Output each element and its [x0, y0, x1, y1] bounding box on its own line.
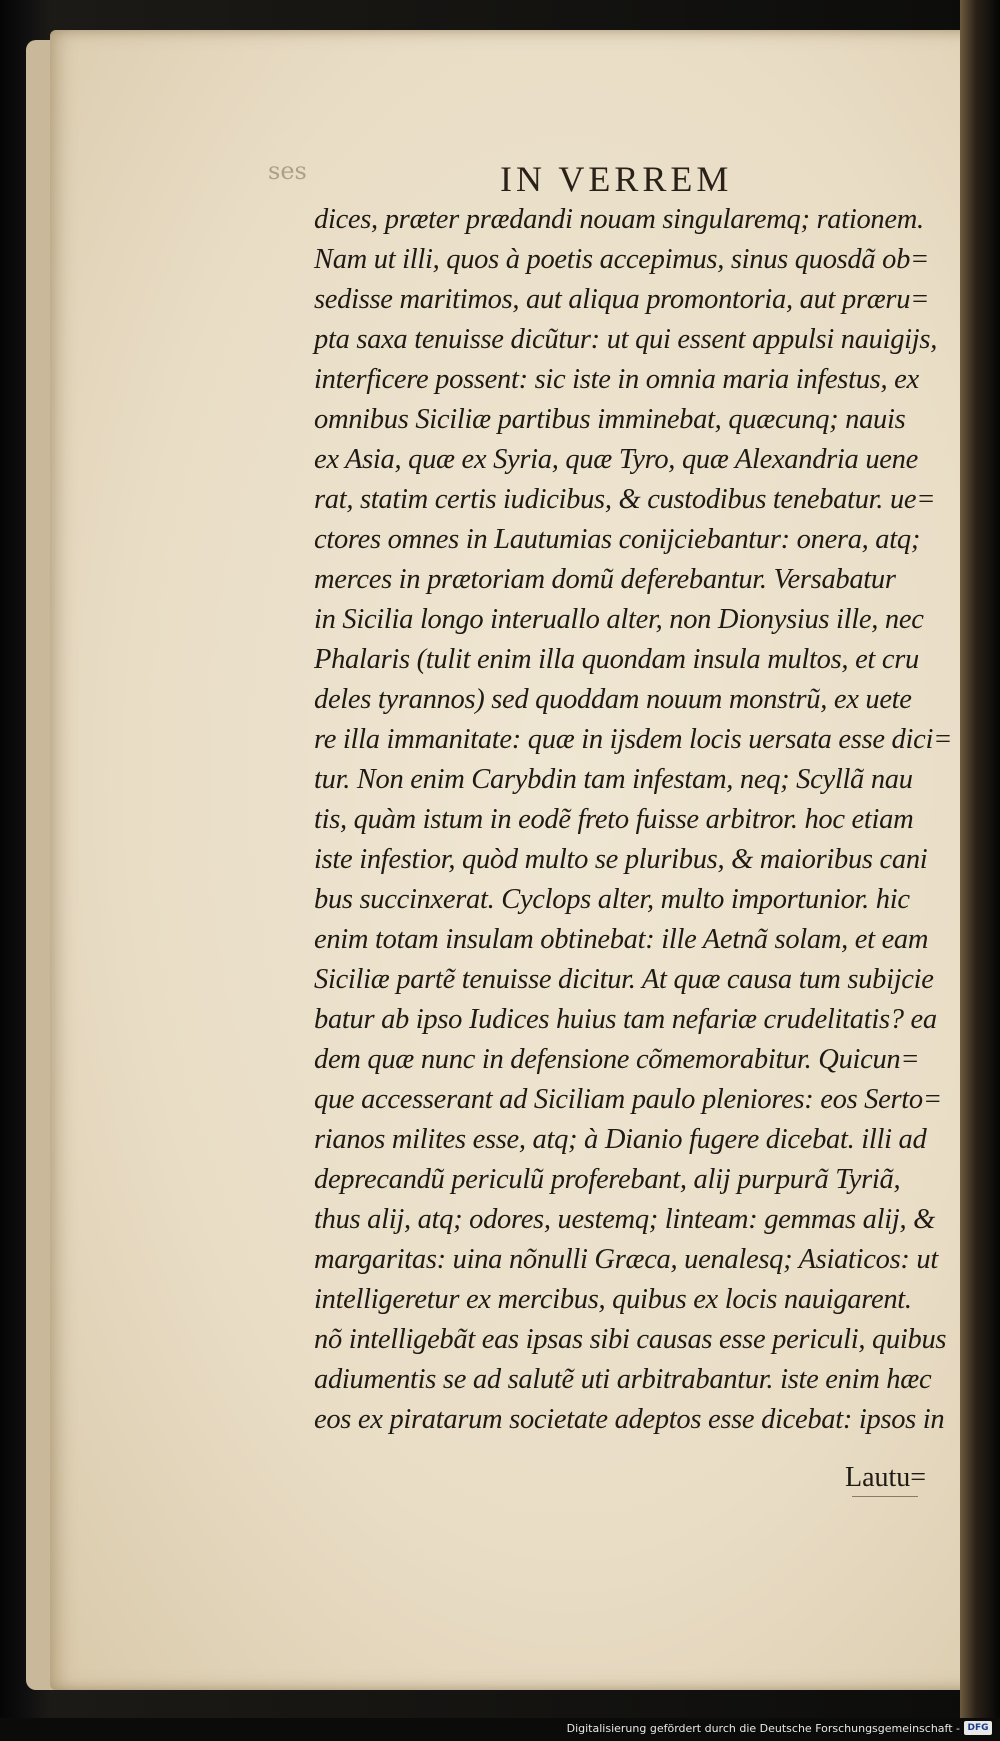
text-line: pta saxa tenuisse dicũtur: ut qui essent appulsi nauigijs, [314, 324, 938, 355]
dfg-logo-icon: DFG [964, 1721, 992, 1735]
text-line: Phalaris (tulit enim illa quondam insula multos, et cru [314, 644, 919, 675]
text-line: rat, statim certis iudicibus, & custodibus tenebatur. ue= [314, 484, 936, 515]
text-line: margaritas: uina nõnulli Græca, uenalesq; Asiaticos: ut [314, 1244, 938, 1275]
folio-number: ses [268, 157, 307, 185]
book-gutter [960, 0, 1000, 1741]
text-line: omnibus Siciliæ partibus imminebat, quæcunq; nauis [314, 404, 906, 435]
text-line: rianos milites esse, atq; à Dianio fugere dicebat. illi ad [314, 1124, 927, 1155]
text-block [314, 200, 953, 1440]
text-line: merces in prætoriam domũ deferebantur. Versabatur [314, 564, 896, 595]
text-line: sedisse maritimos, aut aliqua promontoria, aut præru= [314, 284, 930, 315]
text-line: eos ex piratarum societate adeptos esse dicebat: ipsos in [314, 1404, 945, 1435]
text-line: nõ intelligebãt eas ipsas sibi causas esse periculi, quibus [314, 1324, 947, 1355]
running-head: IN VERREM [500, 159, 733, 199]
text-line: deprecandũ periculũ proferebant, alij purpurã Tyriã, [314, 1164, 901, 1195]
text-line: ex Asia, quæ ex Syria, quæ Tyro, quæ Alexandria uene [314, 444, 918, 475]
text-line: intelligeretur ex mercibus, quibus ex locis nauigarent. [314, 1284, 912, 1315]
text-line: dices, præter prædandi nouam singularemq; rationem. [314, 204, 924, 235]
text-line: enim totam insulam obtinebat: ille Aetnã solam, et eam [314, 924, 929, 955]
text-line: tis, quàm istum in eodẽ freto fuisse arbitror. hoc etiam [314, 804, 914, 835]
text-line: adiumentis se ad salutẽ uti arbitrabantur. iste enim hæc [314, 1364, 932, 1395]
catchword-rule [852, 1496, 918, 1497]
text-line: Nam ut illi, quos à poetis accepimus, sinus quosdã ob= [314, 244, 929, 275]
text-line: dem quæ nunc in defensione cõmemorabitur. Quicun= [314, 1044, 920, 1075]
digitization-credit: Digitalisierung gefördert durch die Deutsche Forschungsgemeinschaft - [566, 1722, 960, 1735]
catchword: Lautu= [845, 1462, 927, 1493]
text-line: in Sicilia longo interuallo alter, non Dionysius ille, nec [314, 604, 924, 635]
text-line: deles tyrannos) sed quoddam nouum monstrũ, ex uete [314, 684, 912, 715]
text-line: tur. Non enim Carybdin tam infestam, neq; Scyllã nau [314, 764, 913, 795]
text-line: ctores omnes in Lautumias conijciebantur: onera, atq; [314, 524, 921, 555]
text-line: iste infestior, quòd multo se pluribus, & maioribus cani [314, 844, 928, 875]
text-line: batur ab ipso Iudices huius tam nefariæ crudelitatis? ea [314, 1004, 937, 1035]
text-line: que accesserant ad Siciliam paulo pleniores: eos Serto= [314, 1084, 942, 1115]
text-line: bus succinxerat. Cyclops alter, multo importunior. hic [314, 884, 910, 915]
text-line: thus alij, atq; odores, uestemq; linteam: gemmas alij, & [314, 1204, 935, 1235]
text-line: interficere possent: sic iste in omnia maria infestus, ex [314, 364, 919, 395]
text-line: Siciliæ partẽ tenuisse dicitur. At quæ causa tum subijcie [314, 964, 934, 995]
text-line: re illa immanitate: quæ in ijsdem locis uersata esse dici= [314, 724, 953, 755]
